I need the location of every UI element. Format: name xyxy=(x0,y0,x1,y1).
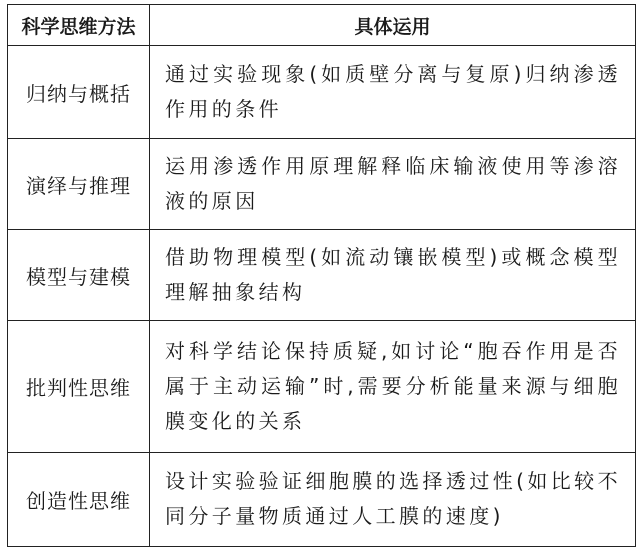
method-cell: 归纳与概括 xyxy=(8,46,150,139)
method-cell: 模型与建模 xyxy=(8,230,150,321)
usage-cell: 设计实验验证细胞膜的选择透过性(如比较不同分子量物质通过人工膜的速度) xyxy=(150,452,636,546)
table-row xyxy=(8,139,636,230)
usage-cell: 对科学结论保持质疑,如讨论“胞吞作用是否属于主动运输”时,需要分析能量来源与细胞膜变化的关系 xyxy=(150,321,636,453)
header-usage: 具体运用 xyxy=(150,5,636,46)
usage-cell: 借助物理模型(如流动镶嵌模型)或概念模型理解抽象结构 xyxy=(150,230,636,321)
usage-cell: 通过实验现象(如质壁分离与复原)归纳渗透作用的条件 xyxy=(150,46,636,139)
table-header-row xyxy=(8,5,636,46)
table-row xyxy=(8,46,636,139)
method-cell: 创造性思维 xyxy=(8,452,150,546)
thinking-methods-table-container xyxy=(7,4,635,547)
thinking-methods-table xyxy=(7,4,636,547)
header-method: 科学思维方法 xyxy=(8,5,150,46)
usage-cell: 运用渗透作用原理解释临床输液使用等渗溶液的原因 xyxy=(150,139,636,230)
method-cell: 演绎与推理 xyxy=(8,139,150,230)
table-row xyxy=(8,230,636,321)
method-cell: 批判性思维 xyxy=(8,321,150,453)
table-row xyxy=(8,321,636,453)
table-row xyxy=(8,452,636,546)
